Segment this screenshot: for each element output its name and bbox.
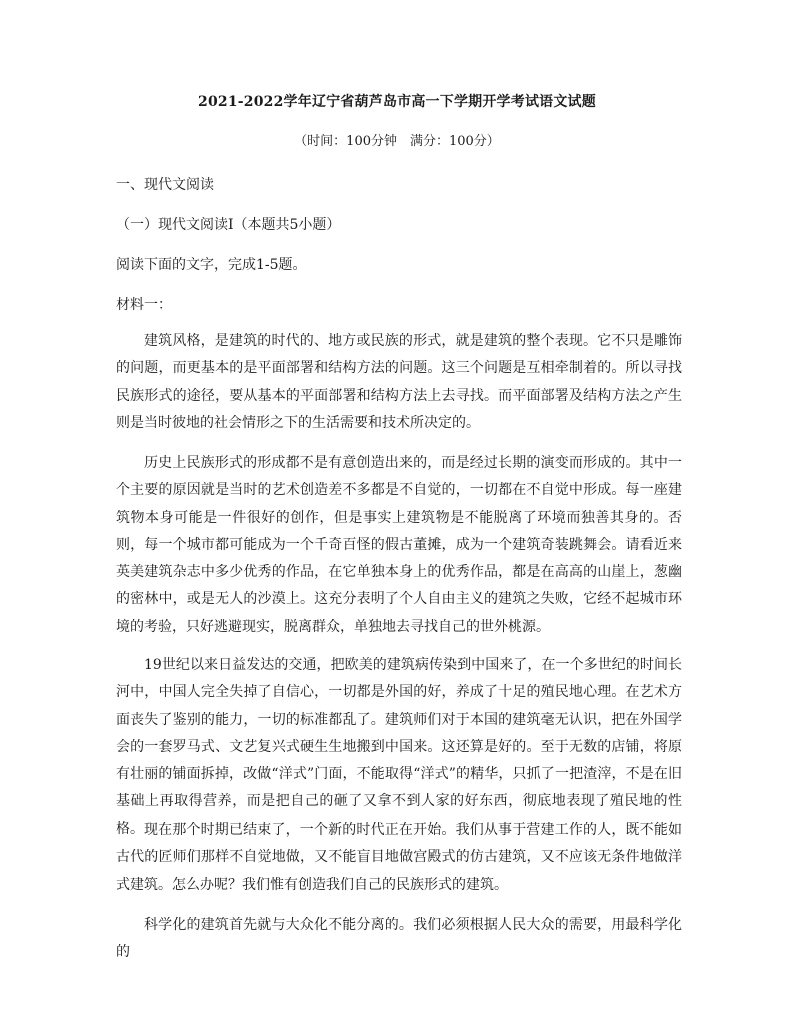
material-label: 材料一： xyxy=(116,297,172,313)
subsection-heading: （一）现代文阅读Ⅰ（本题共5小题） xyxy=(116,217,341,233)
paragraph-2: 历史上民族形式的形成都不是有意创造出来的，而是经过长期的演变而形成的。其中一个主要的原因就是当时的艺术创造差不多都是不自觉的，一切都在不自觉中形成。每一座建筑物本身可能是一件很好的创作，但是事实上建筑物是不能脱离了环境而独善其身的。否则，每一个城市都可能成为一个千奇百怪的假古董摊，成为一个建筑奇装跳舞会。请看近来英美建筑杂志中多少优秀的作品，在它单独本身上的优秀作品，都是在高高的山崖上，葱幽的密林中，或是无人的沙漠上。这充分表明了个人自由主义的建筑之失败，它经不起城市环境的考验，只好逃避现实，脱离群众，单独地去寻找自己的世外桃源。 xyxy=(116,455,682,635)
paragraph-1: 建筑风格，是建筑的时代的、地方或民族的形式，就是建筑的整个表现。它不只是雕饰的问题，而更基本的是平面部署和结构方法的问题。这三个问题是互相牵制着的。所以寻找民族形式的途径，要从基本的平面部署和结构方法上去寻找。而平面部署及结构方法之产生则是当时彼地的社会情形之下的生活需要和技术所决定的。 xyxy=(116,333,682,431)
paragraph-5: 科学化的建筑首先就与大众化不能分离的。我们必须根据人民大众的需要，用最科学化的 xyxy=(116,917,682,961)
paragraph-4: 现在那个时期已结束了，一个新的时代正在开始。我们从事于营建工作的人，既不能如古代的匠师们那样不自觉地做，又不能盲目地做宫殿式的仿古建筑，又不应该无条件地做洋式建筑。怎么办呢？我们惟有创造我们自己的民族形式的建筑。 xyxy=(116,822,682,893)
paragraph-3: 19世纪以来日益发达的交通，把欧美的建筑病传染到中国来了，在一个多世纪的时间长河中，中国人完全失掉了自信心，一切都是外国的好，养成了十足的殖民地心理。在艺术方面丧失了鉴别的能力，一切的标准都乱了。建筑师们对于本国的建筑毫无认识，把在外国学会的一套罗马式、文艺复兴式硬生生地搬到中国来。这还算是好的。至于无数的店铺，将原有壮丽的铺面拆掉，改做“洋式”门面，不能取得“洋式”的精华，只抓了一把渣滓，不是在旧基础上再取得营养，而是把自己的砸了又拿不到人家的好东西，彻底地表现了殖民地的性格。 xyxy=(116,657,682,837)
exam-info: （时间：100分钟 满分：100分） xyxy=(294,134,500,149)
instruction-text: 阅读下面的文字，完成1-5题。 xyxy=(116,257,307,273)
section-heading: 一、现代文阅读 xyxy=(116,177,214,193)
document-title: 2021-2022学年辽宁省葫芦岛市高一下学期开学考试语文试题 xyxy=(198,94,596,110)
